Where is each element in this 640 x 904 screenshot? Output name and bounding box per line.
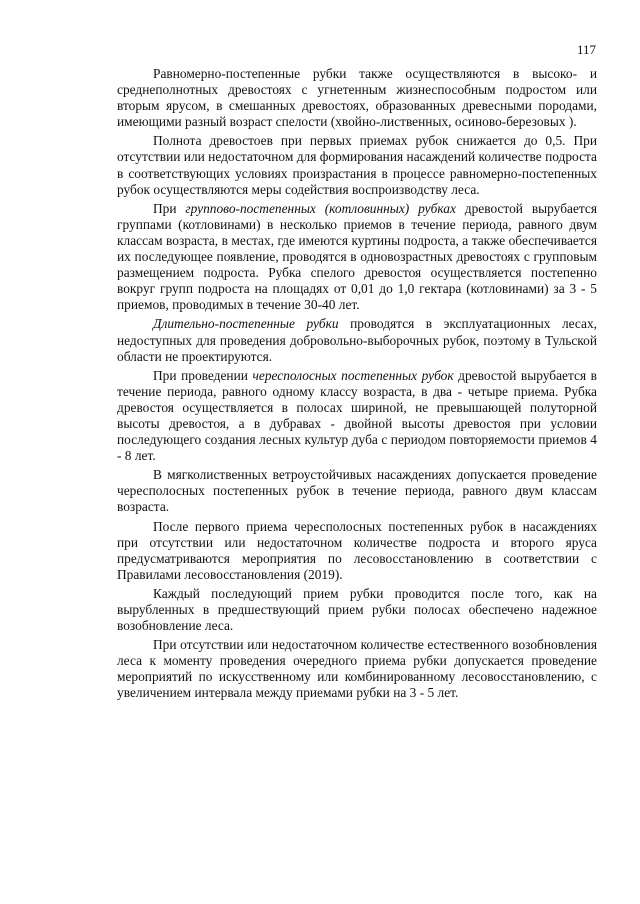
- paragraph-text: Полнота древостоев при первых приемах рубок снижается до 0,5. При отсутствии или недостаточном для формирования насаждений количестве подроста в соответствующих условиях произрастания в процессе равномерно-постепенных рубок осуществляются меры содействия воспроизводству леса.: [117, 133, 597, 197]
- paragraph-7: [117, 519, 597, 583]
- document-body: [117, 66, 597, 705]
- paragraph-text: древостой вырубается в течение периода, равного одному классу возраста, в два - четыре приема. Рубка древостоя осуществляется в полосах шириной, не превышающей полуторной высоты древостоя, а в дубравах - двойной высоты древостоя при условии последующего создания лесных культур дуба с периодом повторяемости приемов 4 - 8 лет.: [117, 367, 597, 464]
- italic-term: группово-постепенных (котловинных) рубках: [185, 200, 456, 216]
- paragraph-5: [117, 368, 597, 465]
- italic-term: Длительно-постепенные рубки: [153, 316, 339, 332]
- paragraph-text: древостой вырубается группами (котловинами) в несколько приемов в течение периода, равного двум классам возраста, в местах, где имеются куртины подроста, а также обеспечивается их последующее появление, проводятся в одновозрастных древостоях с групповым размещением подроста. Рубка спелого древостоя осуществляется постепенно вокруг групп подроста на площадях от 0,01 до 1,0 гектара (котловинами) за 3 - 5 приемов, проводимых в течение 30-40 лет.: [117, 200, 598, 313]
- paragraph-text: проводятся в эксплуатационных лесах, недоступных для проведения добровольно-выборочных рубок, поэтому в Тульской области не проектируются.: [117, 316, 597, 364]
- paragraph-text: При отсутствии или недостаточном количестве естественного возобновления леса к моменту проведения очередного приема рубки допускается проведение мероприятий по искусственному или комбинированному лесовосстановлению, с увеличением интервала между приемами рубки на 3 - 5 лет.: [117, 637, 597, 701]
- paragraph-text: При проведении: [153, 367, 253, 383]
- paragraph-8: [117, 586, 597, 634]
- paragraph-text: После первого приема чересполосных постепенных рубок в насаждениях при отсутствии или недостаточном количестве подроста и второго яруса предусматриваются мероприятия по лесовосстановлению в соответствии с Правилами лесовосстановления (2019).: [117, 518, 597, 582]
- paragraph-1: [117, 66, 597, 130]
- paragraph-3: [117, 201, 597, 314]
- paragraph-2: [117, 133, 597, 197]
- paragraph-9: [117, 637, 597, 701]
- page-number: 117: [576, 42, 596, 57]
- paragraph-text: При: [153, 200, 186, 216]
- paragraph-6: [117, 467, 597, 515]
- paragraph-text: Равномерно-постепенные рубки также осуществляются в высоко- и среднеполнотных древостоях с угнетенным жизнеспособным подростом или вторым ярусом, в смешанных древостоях, образованных древесными породами, имеющими разный возраст спелости (хвойно-лиственных, осиново-березовых ).: [117, 66, 597, 130]
- italic-term: чересполосных постепенных рубок: [252, 367, 454, 383]
- paragraph-4: [117, 316, 597, 364]
- paragraph-text: В мягколиственных ветроустойчивых насаждениях допускается проведение чересполосных постепенных рубок в течение периода, равного двум классам возраста.: [117, 467, 597, 515]
- paragraph-text: Каждый последующий прием рубки проводится после того, как на вырубленных в предшествующий прием рубки полосах обеспечено надежное возобновление леса.: [117, 585, 597, 634]
